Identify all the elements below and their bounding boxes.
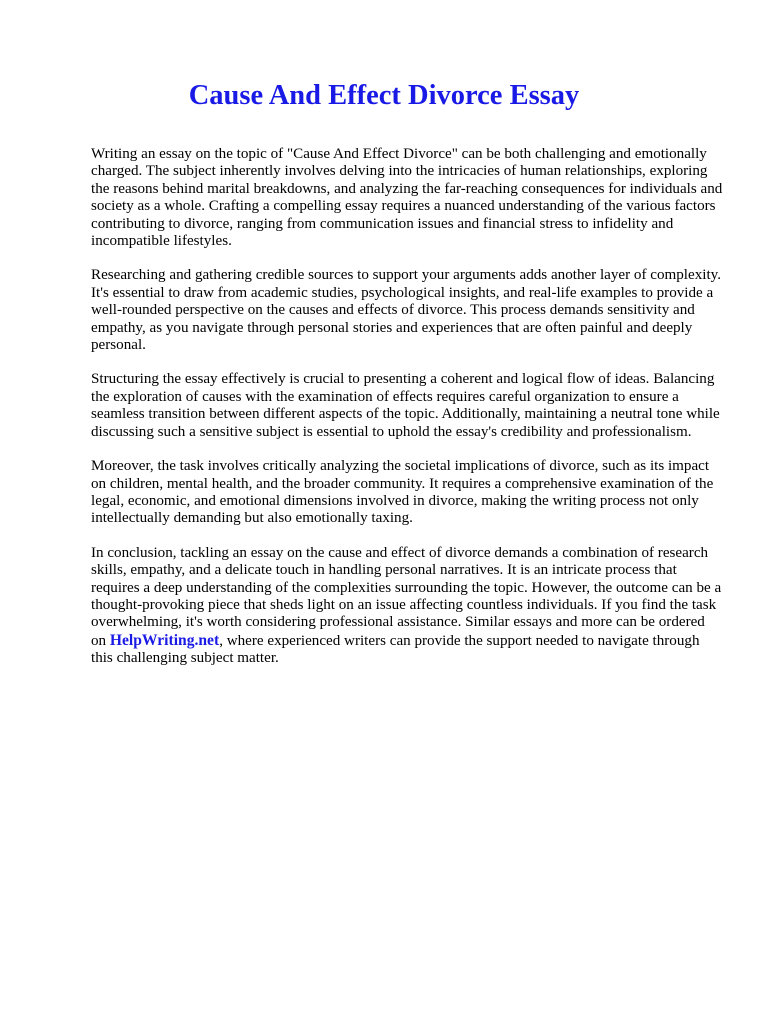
paragraph-5-conclusion [91, 545, 723, 668]
paragraph-1: Writing an essay on the topic of "Cause And Effect Divorce" can be both challenging and emotionally charged. The subject inherently involves delving into the intricacies of human relationships, exploring the reasons behind marital breakdowns, and analyzing the far-reaching consequences for individuals and society as a whole. Crafting a compelling essay requires a nuanced understanding of the various factors contributing to divorce, ranging from communication issues and financial stress to infidelity and incompatible lifestyles. [91, 146, 723, 250]
conclusion-text-before-link: In conclusion, tackling an essay on the cause and effect of divorce demands a combination of research skills, empathy, and a delicate touch in handling personal narratives. It is an intricate process that requires a deep understanding of the complexities surrounding the topic. However, the outcome can be a thought-provoking piece that sheds light on an issue affecting countless individuals. If you find the task overwhelming, it's worth considering professional assistance. Similar essays and more can be ordered on [91, 544, 722, 649]
paragraph-2: Researching and gathering credible sources to support your arguments adds another layer of complexity. It's essential to draw from academic studies, psychological insights, and real-life examples to provide a well-rounded perspective on the causes and effects of divorce. This process demands sensitivity and empathy, as you navigate through personal stories and experiences that are often painful and deeply personal. [91, 267, 721, 354]
page-title: Cause And Effect Divorce Essay [188, 80, 580, 111]
paragraph-3: Structuring the essay effectively is crucial to presenting a coherent and logical flow of ideas. Balancing the exploration of causes with the examination of effects requires careful organization to ensure a seamless transition between different aspects of the topic. Additionally, maintaining a neutral tone while discussing such a sensitive subject is essential to uphold the essay's credibility and professionalism. [91, 371, 720, 440]
essay-body [91, 146, 723, 685]
conclusion-text-after-link: , where experienced writers can provide the support needed to navigate through this challenging subject matter. [91, 632, 700, 667]
helpwriting-link[interactable]: HelpWriting.net [109, 631, 220, 649]
paragraph-4: Moreover, the task involves critically analyzing the societal implications of divorce, such as its impact on children, mental health, and the broader community. It requires a comprehensive examination of the legal, economic, and emotional dimensions involved in divorce, making the writing process not only intellectually demanding but also emotionally taxing. [91, 458, 714, 527]
